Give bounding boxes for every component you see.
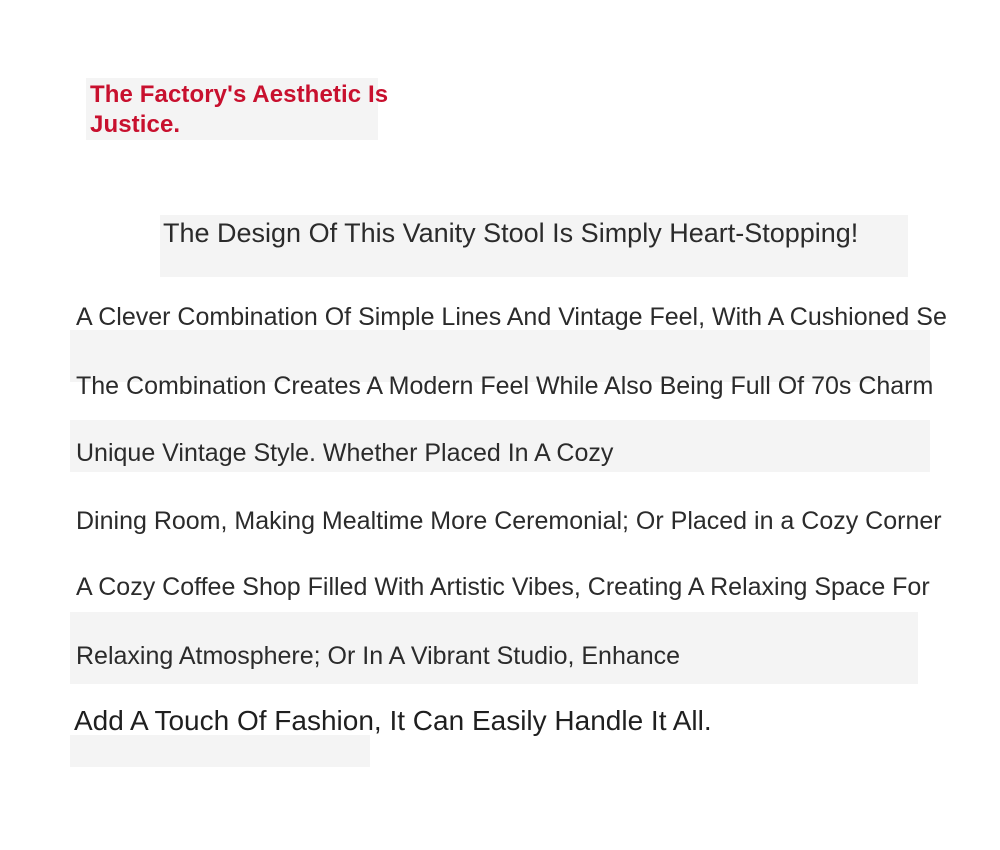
body-line-1: A Clever Combination Of Simple Lines And Vintage Feel, With A Cushioned Se	[76, 303, 947, 331]
body-line-5: A Cozy Coffee Shop Filled With Artistic Vibes, Creating A Relaxing Space For	[76, 573, 930, 601]
headline: The Factory's Aesthetic Is Justice.	[90, 81, 389, 138]
closing-line: Add A Touch Of Fashion, It Can Easily Handle It All.	[74, 705, 712, 736]
background-block	[70, 735, 370, 767]
body-line-3: Unique Vintage Style. Whether Placed In A Cozy	[76, 439, 614, 467]
body-line-6: Relaxing Atmosphere; Or In A Vibrant Studio, Enhance	[76, 642, 681, 670]
body-line-2: The Combination Creates A Modern Feel While Also Being Full Of 70s Charm	[76, 372, 934, 400]
subheadline: The Design Of This Vanity Stool Is Simply Heart-Stopping!	[163, 218, 859, 248]
body-line-4: Dining Room, Making Mealtime More Ceremonial; Or Placed in a Cozy Corner	[76, 507, 942, 535]
